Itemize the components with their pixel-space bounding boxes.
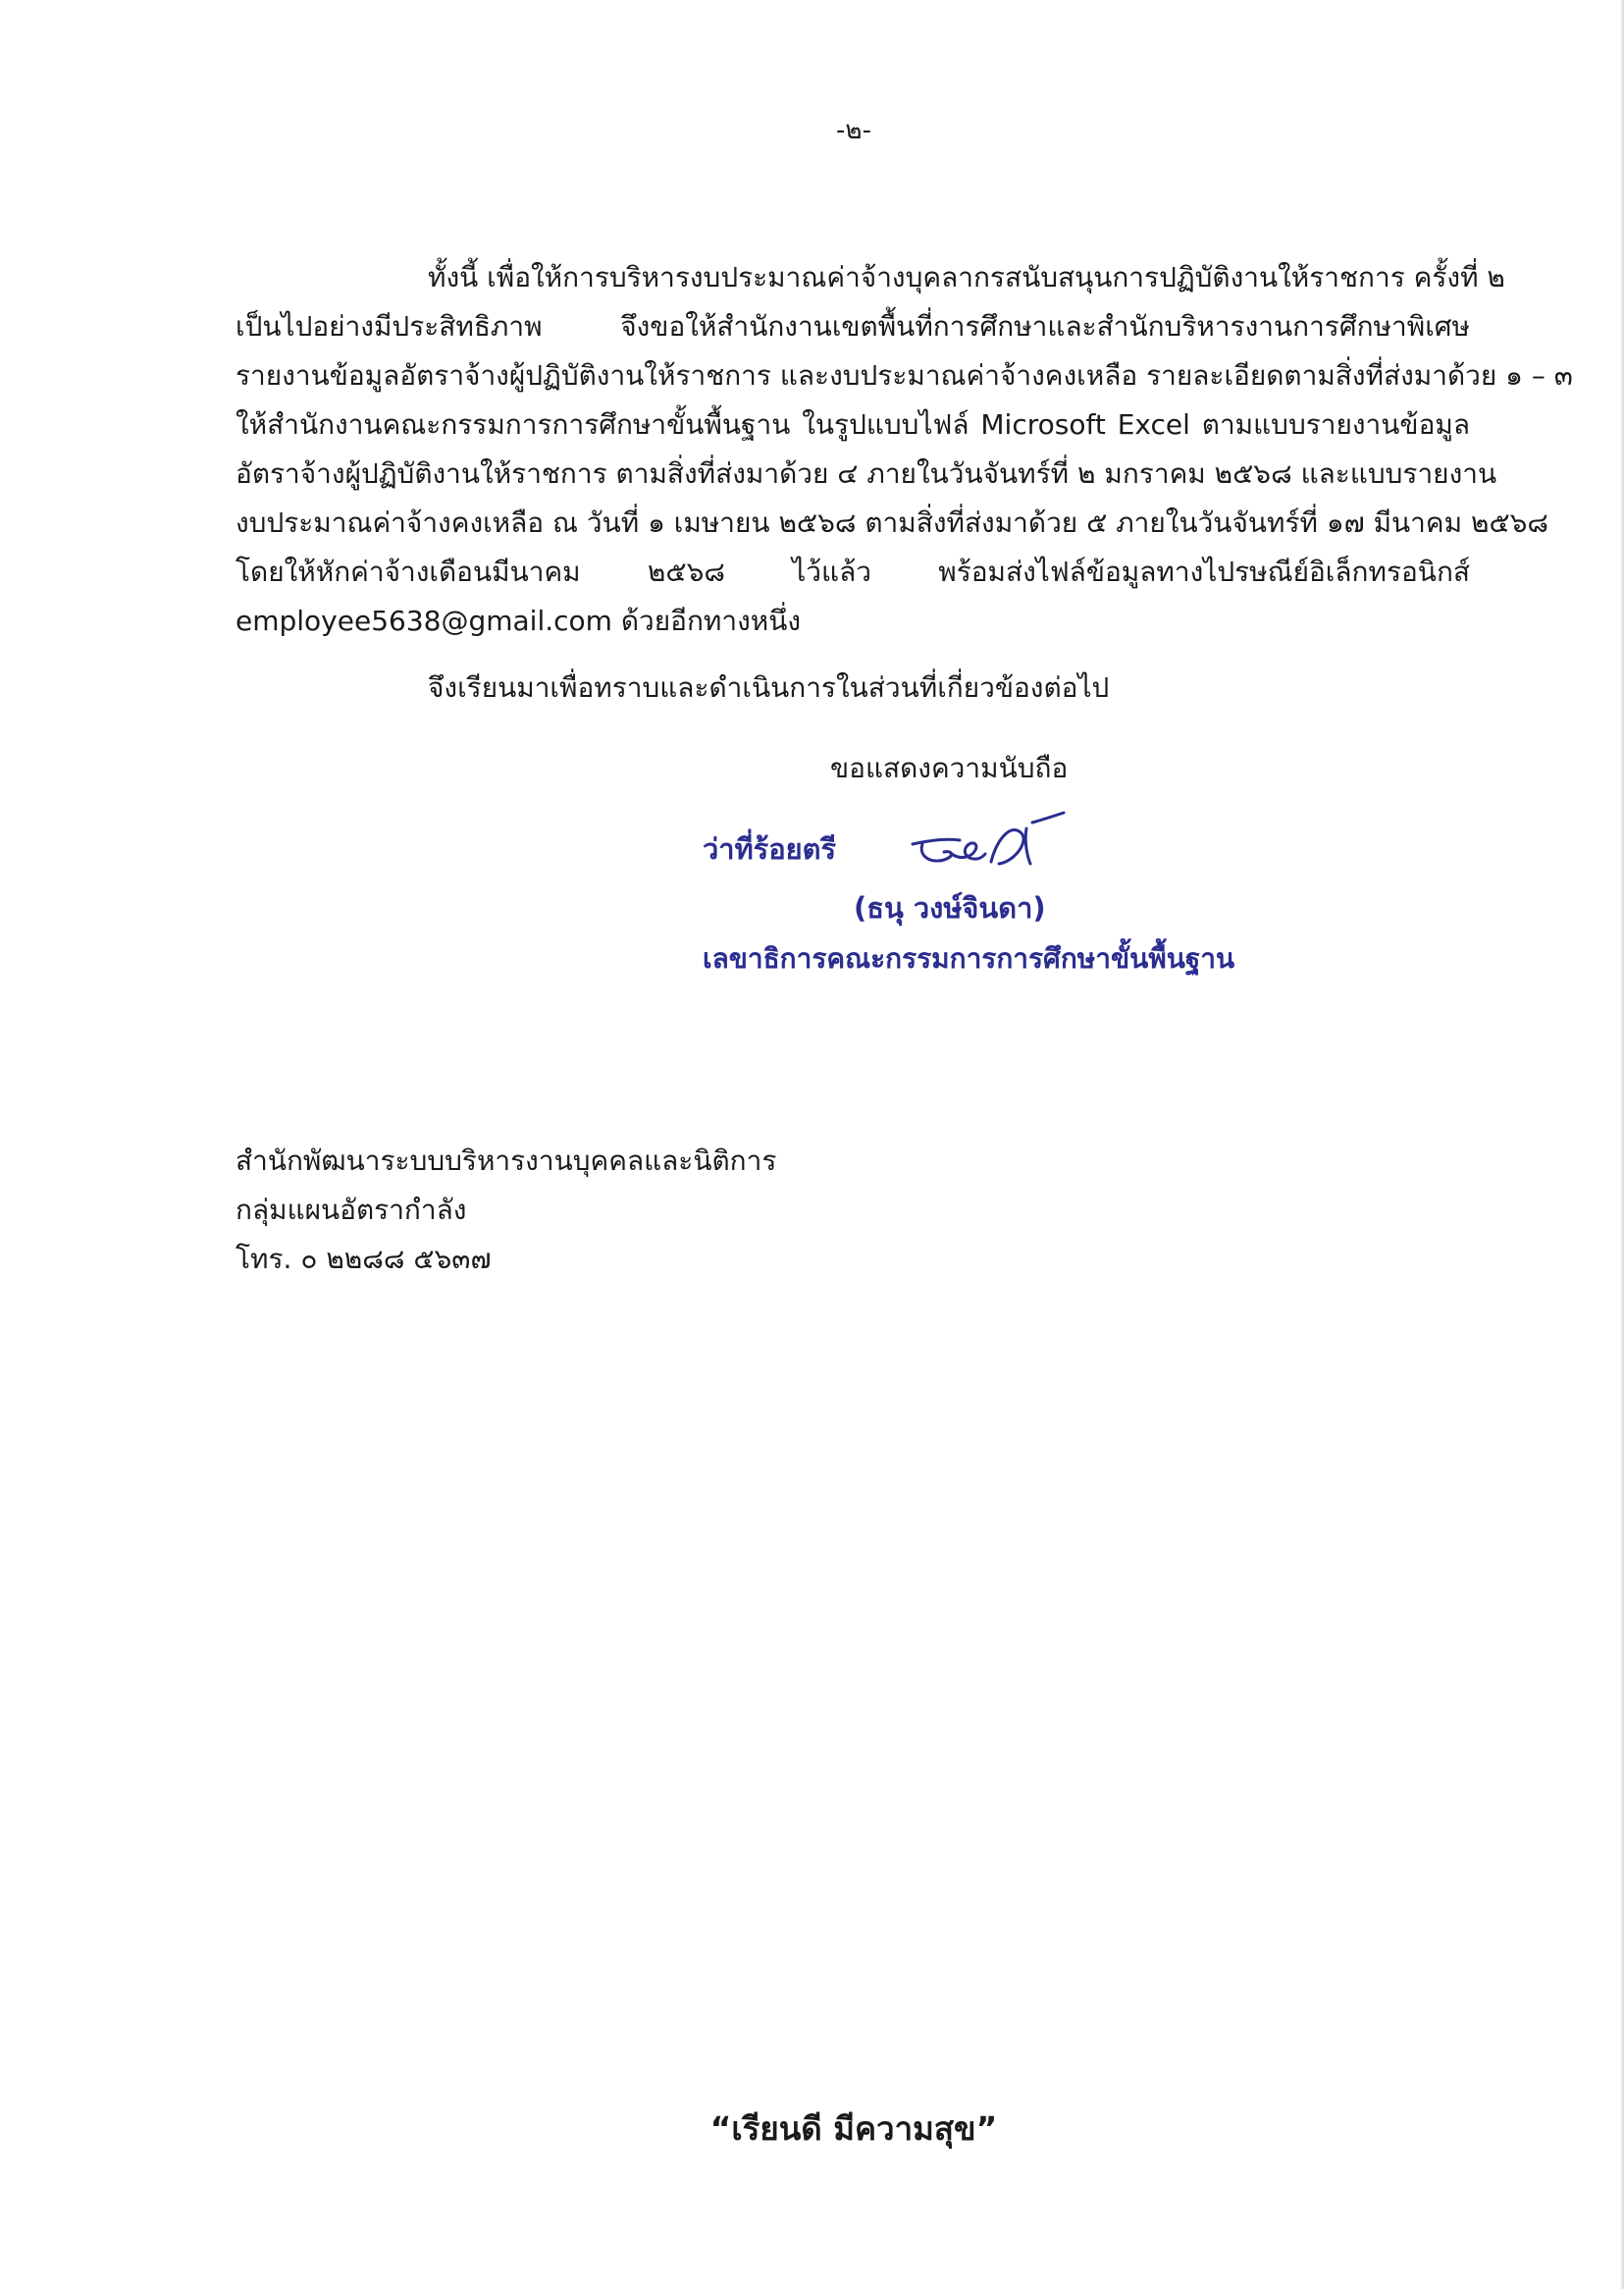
body-line: โดยให้หักค่าจ้างเดือนมีนาคม ๒๕๖๘ ไว้แล้ว พร้อมส่งไฟล์ข้อมูลทางไปรษณีย์อิเล็กทรอนิกส์	[236, 556, 1470, 588]
body-line: ให้สำนักงานคณะกรรมการการศึกษาขั้นพื้นฐาน ในรูปแบบไฟล์ Microsoft Excel ตามแบบรายงานข้อมูล	[236, 408, 1470, 441]
contact-group: กลุ่มแผนอัตรากำลัง	[236, 1194, 467, 1226]
contact-department: สำนักพัฒนาระบบบริหารงานบุคคลและนิติการ	[236, 1144, 777, 1177]
signatory-name: (ธนุ วงษ์จินดา)	[854, 891, 1046, 925]
body-line-email: employee5638@gmail.com ด้วยอีกทางหนึ่ง	[236, 605, 802, 637]
scan-edge-shadow	[1620, 0, 1624, 2289]
motto: “เรียนดี มีความสุข”	[709, 2109, 998, 2148]
body-line: งบประมาณค่าจ้างคงเหลือ ณ วันที่ ๑ เมษายน ๒๕๖๘ ตามสิ่งที่ส่งมาด้วย ๕ ภายในวันจันทร์ที่ ๑๗ มีนาคม ๒๕๖๘	[236, 506, 1549, 539]
body-line: รายงานข้อมูลอัตราจ้างผู้ปฏิบัติงานให้ราชการ และงบประมาณค่าจ้างคงเหลือ รายละเอียดตามสิ่งที่ส่งมาด้วย ๑ – ๓	[236, 359, 1573, 392]
body-line: ทั้งนี้ เพื่อให้การบริหารงบประมาณค่าจ้างบุคลากรสนับสนุนการปฏิบัติงานให้ราชการ ครั้งที่ ๒	[428, 261, 1505, 293]
footer-contact	[236, 1137, 776, 1284]
page-number: -๒-	[836, 116, 871, 145]
closing-line: จึงเรียนมาเพื่อทราบและดำเนินการในส่วนที่เกี่ยวข้องต่อไป	[428, 671, 1110, 704]
body-line: อัตราจ้างผู้ปฏิบัติงานให้ราชการ ตามสิ่งที่ส่งมาด้วย ๔ ภายในวันจันทร์ที่ ๒ มกราคม ๒๕๖๘ และแบบรายงาน	[236, 457, 1497, 490]
handwritten-signature	[901, 811, 1068, 889]
body-line: เป็นไปอย่างมีประสิทธิภาพ จึงขอให้สำนักงานเขตพื้นที่การศึกษาและสำนักบริหารงานการศึกษาพิเศษ	[236, 310, 1470, 343]
regards: ขอแสดงความนับถือ	[830, 752, 1069, 784]
signatory-position: เลขาธิการคณะกรรมการการศึกษาขั้นพื้นฐาน	[703, 942, 1235, 975]
signatory-rank: ว่าที่ร้อยตรี	[703, 832, 837, 866]
body-paragraph	[236, 253, 1573, 646]
contact-phone: โทร. ๐ ๒๒๘๘ ๕๖๓๗	[236, 1243, 492, 1275]
